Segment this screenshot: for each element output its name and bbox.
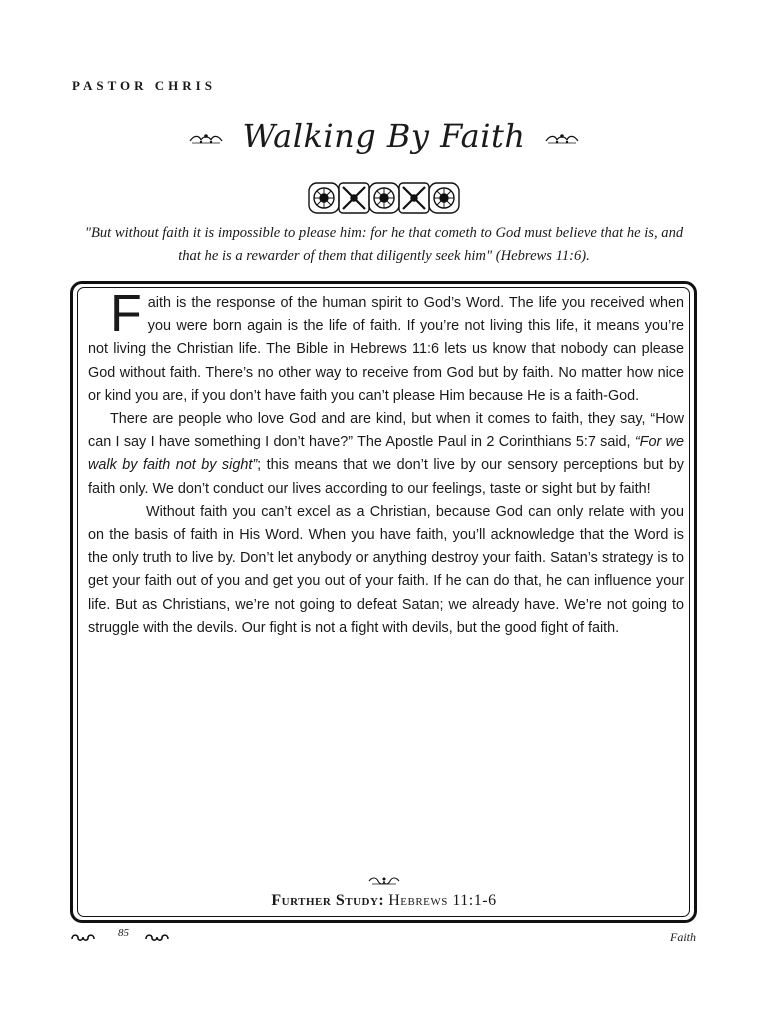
devotional-body	[88, 285, 684, 640]
paragraph-3: Without faith you can’t excel as a Christian, because God can only relate with you on the basis of faith in His Word. When you have faith, you’ll acknowledge that the Word is the only truth to live by. Don’t let anybody or anything destroy your faith. Satan’s strategy is to get your faith out of you and get you out of your faith. If he can do that, he can influence your life. But as Christians, we’re not going to defeat Satan; we already have. We’re not going to struggle with the devils. Our fight is not a fight with devils, but the good fight of faith.	[88, 503, 684, 636]
page-number: 85	[118, 927, 129, 939]
paragraph-1-text: aith is the response of the human spirit to God’s Word. The life you received when you were born again is the life of faith. If you’re not living this life, it means you’re not living the Christian life. The Bible in Hebrews 11:6 lets us know that nobody can please God without faith. There’s no other way to receive from God but by faith. No matter how nice or kind you are, if you don’t have faith you can’t please Him because He is a faith-God.	[88, 295, 684, 404]
footer-section-name: Faith	[670, 930, 696, 944]
footer-flourish-left-icon	[70, 932, 96, 942]
paragraph-2-text-b: ; this means that we don’t live by our sensory perceptions but by faith only. We don’t conduct our lives according to our feelings, taste or sight but by faith!	[88, 457, 684, 497]
footer-flourish-right-icon	[144, 932, 170, 942]
author-heading: PASTOR CHRIS	[72, 78, 216, 93]
further-study	[0, 892, 768, 910]
paragraph-2	[88, 408, 684, 501]
flourish-right-icon	[544, 132, 580, 146]
title-row	[0, 114, 768, 162]
page-title: Walking By Faith	[242, 117, 526, 155]
study-ornament-icon	[368, 876, 400, 886]
paragraph-2-quote: “For we walk by faith not by sight”	[88, 434, 684, 474]
further-study-label: Further Study:	[271, 892, 385, 909]
paragraph-2-text-a: There are people who love God and are kind, but when it comes to faith, they say, “How can I say I have something I don’t have?” The Apostle Paul in 2 Corinthians 5:7 said,	[88, 411, 684, 451]
rosette-ornament-icon	[308, 182, 460, 216]
scripture-verse: "But without faith it is impossible to please him: for he that cometh to God must believe that he is, and that he is a rewarder of them that diligently seek him" (Hebrews 11:6).	[84, 225, 684, 264]
paragraph-1	[88, 285, 684, 408]
further-study-reference: Hebrews 11:1-6	[388, 892, 497, 909]
drop-cap: F	[110, 285, 142, 343]
